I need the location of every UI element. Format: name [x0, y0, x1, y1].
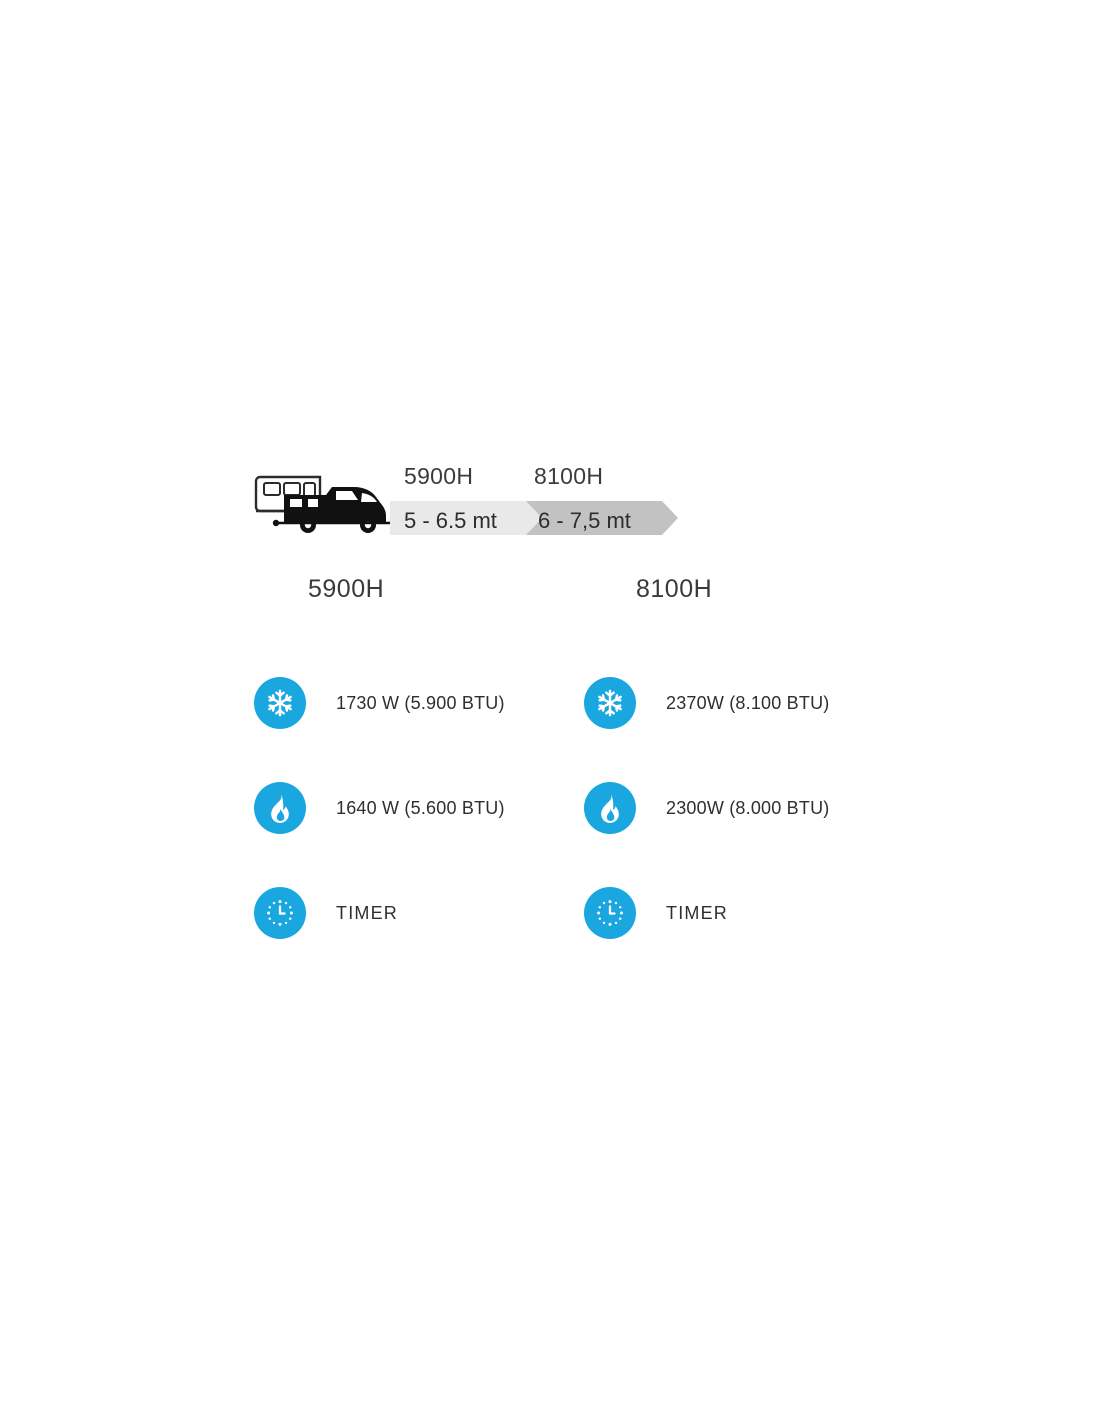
snowflake-icon — [254, 677, 306, 729]
range-model-labels — [398, 463, 688, 499]
snowflake-icon — [584, 677, 636, 729]
flame-icon — [254, 782, 306, 834]
column-title-5900h: 5900H — [308, 575, 385, 603]
range-length-8100h: 6 - 7,5 mt — [538, 508, 631, 533]
spec-row-cooling-8100h — [584, 675, 829, 731]
range-model-label-8100h: 8100H — [534, 463, 604, 489]
range-arrows — [390, 501, 680, 535]
motorhome-caravan-icon — [250, 463, 395, 543]
spec-row-timer-5900h — [254, 885, 398, 941]
spec-row-heating-8100h — [584, 780, 829, 836]
spec-row-cooling-5900h — [254, 675, 505, 731]
clock-timer-icon — [254, 887, 306, 939]
spec-label-timer-5900h: TIMER — [336, 902, 398, 923]
spec-label-heating-5900h: 1640 W (5.600 BTU) — [336, 797, 505, 818]
vehicle-range-band — [250, 463, 680, 553]
flame-icon — [584, 782, 636, 834]
spec-label-cooling-5900h: 1730 W (5.900 BTU) — [336, 692, 505, 713]
spec-row-heating-5900h — [254, 780, 505, 836]
range-length-5900h: 5 - 6.5 mt — [404, 508, 497, 533]
spec-row-timer-8100h — [584, 885, 728, 941]
clock-timer-icon — [584, 887, 636, 939]
range-model-label-5900h: 5900H — [404, 463, 474, 489]
spec-label-cooling-8100h: 2370W (8.100 BTU) — [666, 692, 830, 713]
column-title-8100h: 8100H — [636, 575, 713, 603]
spec-label-heating-8100h: 2300W (8.000 BTU) — [666, 797, 830, 818]
spec-label-timer-8100h: TIMER — [666, 902, 728, 923]
